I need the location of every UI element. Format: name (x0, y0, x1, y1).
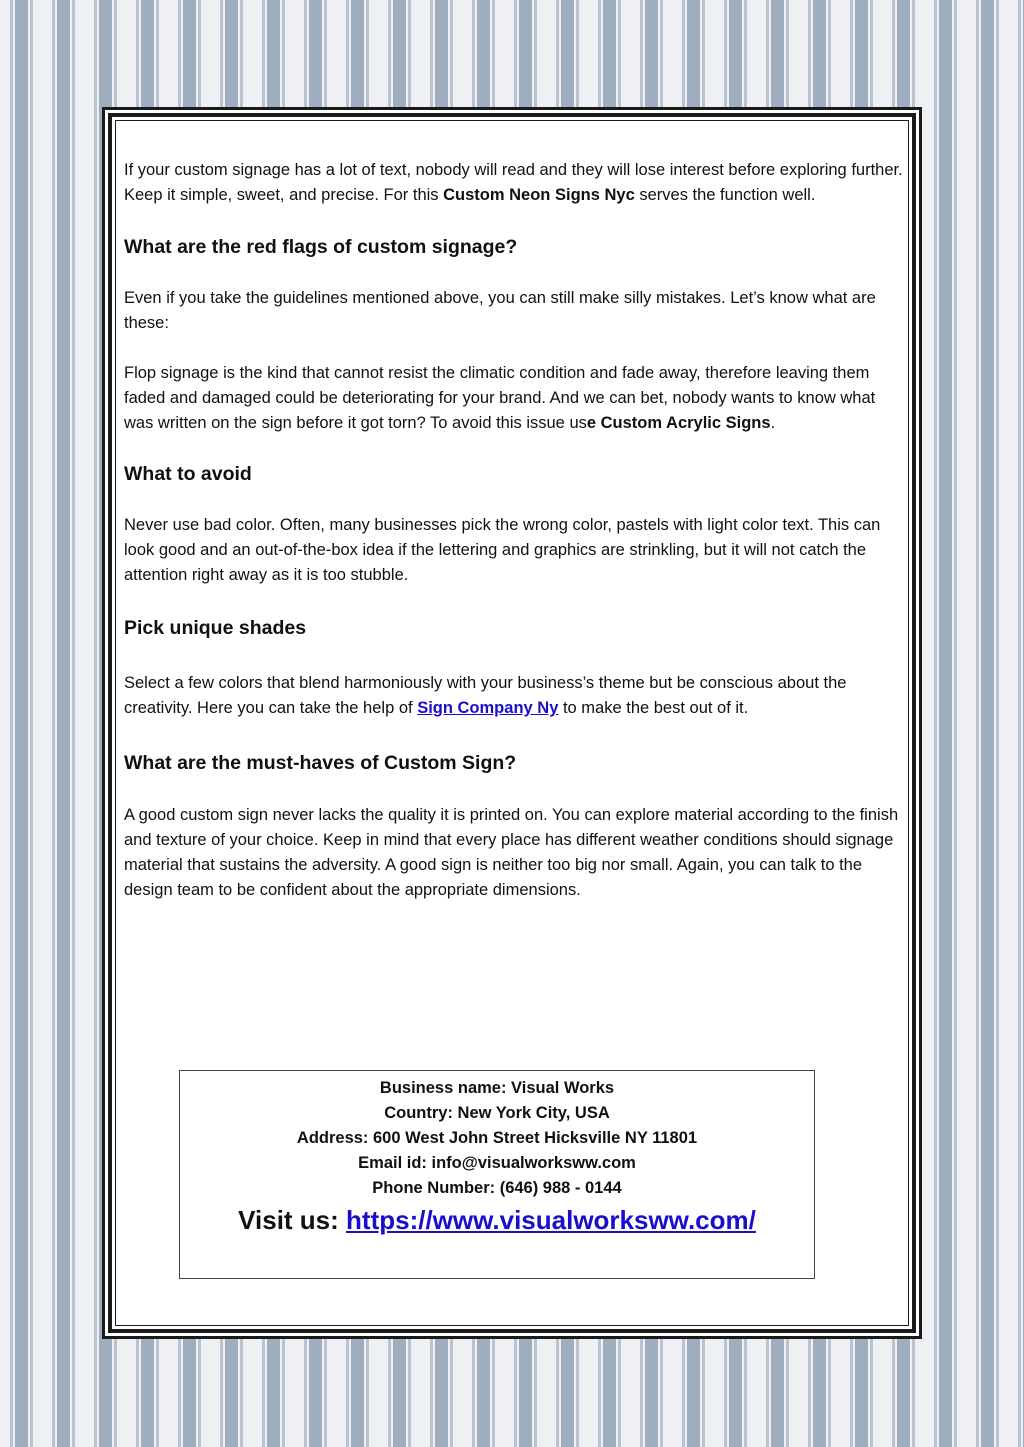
business-name: Business name: Visual Works (379, 1079, 615, 1097)
page-frame (102, 107, 922, 1339)
email: Email id: info@visualworksww.com (358, 1154, 636, 1172)
acrylic-signs-keyword: e Custom Acrylic Signs (586, 414, 771, 432)
flop-signage-paragraph: Flop signage is the kind that cannot resist the climatic condition and fade away, therefore leaving them faded and damaged could be deteriorating for your brand. And we can bet, nobody wants to know what was written on the sign before it got torn? To avoid this issue use Custom Acrylic Signs. (124, 364, 876, 432)
contact-info-box (179, 1070, 815, 1279)
article-body (124, 158, 906, 903)
neon-signs-keyword: Custom Neon Signs Nyc (443, 186, 635, 204)
country: Country: New York City, USA (384, 1104, 610, 1122)
phone-number: Phone Number: (646) 988 - 0144 (372, 1179, 622, 1197)
avoid-paragraph: Never use bad color. Often, many businesses pick the wrong color, pastels with light color text. This can look good and an out-of-the-box idea if the lettering and graphics are strinkling, but it will not catch the attention right away as it is too stubble. (124, 516, 881, 584)
heading-red-flags: What are the red flags of custom signage? (124, 236, 518, 258)
must-haves-paragraph: A good custom sign never lacks the quality it is printed on. You can explore material according to the finish and texture of your choice. Keep in mind that every place has different weather conditions should signage material that sustains the adversity. A good sign is neither too big nor small. Again, you can talk to the design team to be confident about the appropriate dimensions. (124, 806, 899, 899)
visit-us-label: Visit us: (238, 1205, 347, 1235)
visit-us-line (180, 1202, 814, 1238)
shades-paragraph: Select a few colors that blend harmoniously with your business’s theme but be conscious about the creativity. Here you can take the help of Sign Company Ny to make the best out of it. (124, 674, 847, 717)
page-frame-inner (108, 113, 916, 1333)
heading-pick-shades: Pick unique shades (124, 617, 307, 639)
heading-must-haves: What are the must-haves of Custom Sign? (124, 752, 517, 774)
heading-what-to-avoid: What to avoid (124, 463, 252, 485)
website-link[interactable]: https://www.visualworksww.com/ (346, 1205, 756, 1235)
intro-paragraph: If your custom signage has a lot of text, nobody will read and they will lose interest before exploring further. Keep it simple, sweet, and precise. For this Custom Neon Signs Nyc serves the function well. (124, 161, 903, 204)
page-content-area (115, 120, 909, 1326)
sign-company-link[interactable]: Sign Company Ny (417, 699, 559, 717)
address: Address: 600 West John Street Hicksville NY 11801 (296, 1129, 698, 1147)
red-flags-paragraph: Even if you take the guidelines mentioned above, you can still make silly mistakes. Let’s know what are these: (124, 289, 876, 332)
